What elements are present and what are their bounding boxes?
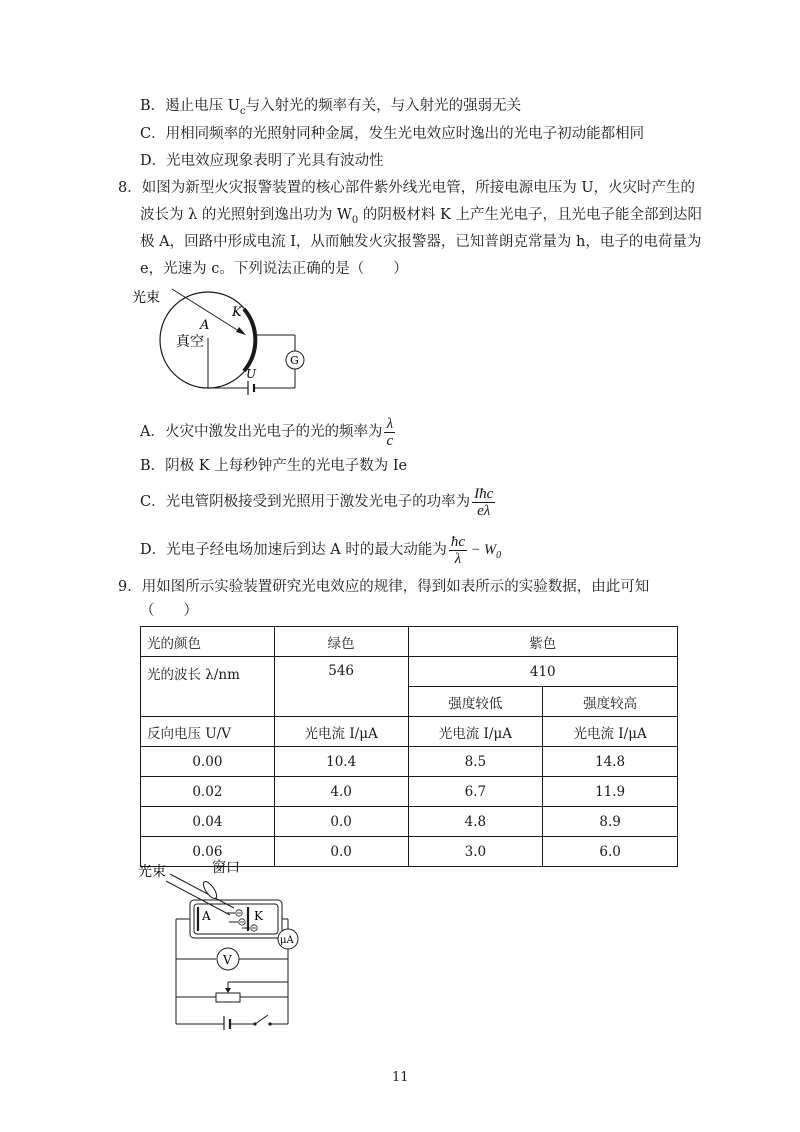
table-cell: 0.04 [141, 807, 275, 837]
light-beam-label: 光束 [132, 290, 160, 306]
table-cell: 0.06 [141, 837, 275, 867]
q7-option-d: D．光电效应现象表明了光具有波动性 [140, 153, 384, 169]
table-row [141, 747, 678, 777]
table-row-color [141, 627, 678, 657]
table-cell: 8.5 [408, 747, 543, 777]
table-cell: 6.7 [408, 777, 543, 807]
window-label: 窗口 [212, 860, 240, 876]
current-header-violet-low: 光电流 I/μA [408, 717, 543, 747]
high-intensity: 强度较高 [543, 687, 678, 717]
q9-stem-line2: （ ） [140, 603, 198, 619]
q9-stem-line1: 9．用如图所示实验装置研究光电效应的规律，得到如表所示的实验数据，由此可知 [118, 579, 650, 595]
frac-power: $\frac{\text{Iħc}}{e\lambda}$ [474, 485, 494, 519]
q8-phototube-diagram [130, 283, 330, 398]
q8-option-d: D．光电子经电场加速后到达 A 时的最大动能为 $\frac{ħc}{\lambda}$ − $W_0$ [140, 533, 502, 567]
table-cell: 6.0 [543, 837, 678, 867]
green-cell: 绿色 [274, 627, 408, 657]
cathode-label: K [254, 909, 263, 923]
q8-stem-line3: 极 A，回路中形成电流 I，从而触发火灾报警器，已知普朗克常量为 h，电子的电荷量为 [140, 234, 702, 250]
q8-option-c: C．光电管阴极接受到光照用于激发光电子的功率为 $\frac{\text{Iħc}}{e\lambda}$ [140, 485, 494, 519]
galvanometer-label: G [290, 354, 299, 367]
table-cell: 8.9 [543, 807, 678, 837]
table-cell: 0.02 [141, 777, 275, 807]
voltage-label: U [246, 367, 257, 381]
q8-option-b: B．阴极 K 上每秒钟产生的光电子数为 Ie [140, 458, 408, 474]
table-cell: 0.0 [274, 837, 408, 867]
page-number: 11 [392, 1070, 409, 1085]
q7-option-b: B．遏止电压 $U_c$与入射光的频率有关，与入射光的强弱无关 [140, 98, 522, 117]
table-cell: 10.4 [274, 747, 408, 777]
table-cell: 4.8 [408, 807, 543, 837]
table-cell: 11.9 [543, 777, 678, 807]
table-cell: 14.8 [543, 747, 678, 777]
anode-label: A [200, 318, 210, 333]
current-header-violet-high: 光电流 I/μA [543, 717, 678, 747]
table-row-headers [141, 717, 678, 747]
voltage-header: 反向电压 U/V [141, 717, 275, 747]
violet-cell: 紫色 [408, 627, 677, 657]
voltmeter-label: V [223, 953, 232, 967]
light-ray [170, 874, 234, 908]
rheostat [216, 993, 240, 1002]
color-header: 光的颜色 [141, 627, 275, 657]
q8-stem-line4: e，光速为 c。下列说法正确的是（ ） [140, 261, 408, 277]
anode-label: A [202, 909, 211, 923]
table-cell: 4.0 [274, 777, 408, 807]
window-lens [201, 880, 219, 901]
wavelength-header: 光的波长 λ/nm [141, 657, 275, 717]
current-header-green: 光电流 I/μA [274, 717, 408, 747]
table-cell: 0.0 [274, 807, 408, 837]
q8-stem-line1: 8．如图为新型火灾报警装置的核心部件紫外线光电管，所接电源电压为 U，火灾时产生的 [118, 180, 696, 196]
table-cell: 0.00 [141, 747, 275, 777]
q7-option-c: C．用相同频率的光照射同种金属，发生光电效应时逸出的光电子初动能都相同 [140, 126, 645, 142]
low-intensity: 强度较低 [408, 687, 543, 717]
frac-energy: $\frac{ħc}{\lambda}$ [450, 533, 465, 567]
q8-stem-line2: 波长为 λ 的光照射到逸出功为 $W_0$ 的阴极材料 K 上产生光电子，且光电子能全部到达阳 [140, 207, 702, 226]
violet-wavelength: 410 [408, 657, 677, 687]
q9-circuit-diagram [136, 858, 316, 1030]
q8-option-a: A．火灾中激发出光电子的光的频率为 $\frac{\lambda}{c}$ [140, 415, 394, 449]
cathode-label: K [232, 305, 242, 320]
light-beam-label: 光束 [138, 864, 166, 880]
table-cell: 3.0 [408, 837, 543, 867]
frac-lambda-over-c: $\frac{\lambda}{c}$ [386, 415, 394, 449]
green-wavelength: 546 [274, 657, 408, 717]
microammeter-label: μA [280, 935, 294, 946]
table-row-wavelength [141, 657, 678, 687]
table-row [141, 777, 678, 807]
table-row [141, 807, 678, 837]
vacuum-label: 真空 [176, 334, 204, 350]
light-ray-arrowhead [236, 327, 246, 335]
switch [255, 1015, 268, 1024]
q9-data-table [140, 626, 678, 867]
cathode-k-plate [244, 309, 255, 371]
